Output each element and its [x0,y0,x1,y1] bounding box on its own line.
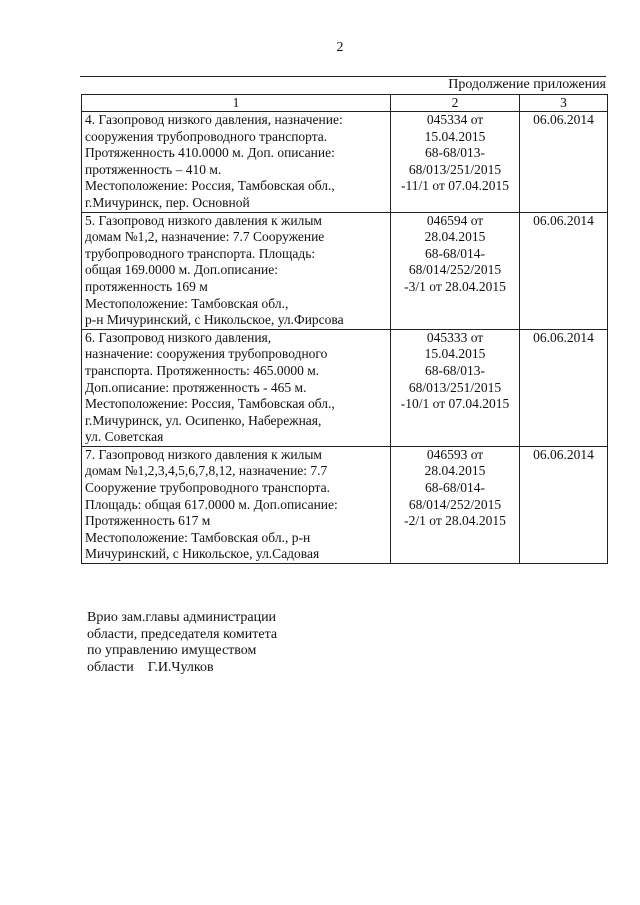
column-header: 1 [82,95,391,112]
document-line: 046594 от [426,212,484,228]
table-row [82,329,608,446]
description-line: протяженность – 410 м. [85,161,222,177]
document-line: 68-68/014- [425,245,485,261]
document-line: 28.04.2015 [424,229,486,245]
date-cell: 06.06.2014 [520,212,608,329]
description-line: г.Мичуринск, ул. Осипенко, Набережная, [85,412,322,428]
document-line: 68/013/251/2015 [408,379,502,395]
object-description-cell [82,329,391,446]
description-line: 7. Газопровод низкого давления к жилым [85,446,322,462]
description-line: трубопроводного транспорта. Площадь: [85,245,316,261]
description-line: Местоположение: Россия, Тамбовская обл., [85,178,335,194]
description-line: Мичуринский, с Никольское, ул.Садовая [85,546,320,562]
document-line: 28.04.2015 [424,463,486,479]
description-line: 4. Газопровод низкого давления, назначение: [85,112,343,127]
description-line: Местоположение: Тамбовская обл., [85,295,289,311]
table-row [82,112,608,213]
document-line: 68/014/252/2015 [408,496,502,512]
document-line: 15.04.2015 [424,346,486,362]
registration-document-cell [391,212,520,329]
description-line: 6. Газопровод низкого давления, [85,329,272,345]
continuation-label: Продолжение приложения [80,76,606,93]
description-line: протяженность 169 м [85,278,208,294]
table-body [82,95,608,564]
registration-document-cell [391,446,520,563]
document-line: 045334 от [426,112,484,127]
document-line: 15.04.2015 [424,128,486,144]
description-line: назначение: сооружения трубопроводного [85,346,328,362]
description-line: р-н Мичуринский, с Никольское, ул.Фирсова [85,312,344,328]
document-line: 045333 от [426,329,484,345]
description-line: Доп.описание: протяженность - 465 м. [85,379,307,395]
object-description-cell [82,212,391,329]
description-line: Площадь: общая 617.0000 м. Доп.описание: [85,496,338,512]
column-header: 3 [520,95,608,112]
description-line: транспорта. Протяженность: 465.0000 м. [85,362,320,378]
signature-block [87,610,277,676]
document-line: -11/1 от 07.04.2015 [401,178,509,194]
document-line: -3/1 от 28.04.2015 [404,278,506,294]
page-number: 2 [336,40,344,55]
table-row [82,446,608,563]
registration-document-cell [391,112,520,213]
table-row [82,212,608,329]
signature-line: по управлению имуществом [87,643,257,658]
date-cell: 06.06.2014 [520,446,608,563]
document-line: 68-68/014- [425,480,485,496]
document-line: 68-68/013- [425,362,485,378]
signature-line: области, председателя комитета [87,626,278,642]
table-header-row [82,95,608,112]
description-line: сооружения трубопроводного транспорта. [85,128,328,144]
document-line: 68/013/251/2015 [408,161,502,177]
description-line: домам №1,2, назначение: 7.7 Сооружение [85,229,325,245]
description-line: общая 169.0000 м. Доп.описание: [85,262,278,278]
description-line: Местоположение: Россия, Тамбовская обл., [85,396,335,412]
column-header: 2 [391,95,520,112]
signature-line: Врио зам.главы администрации [87,610,277,625]
description-line: 5. Газопровод низкого давления к жилым [85,212,322,228]
document-line: -10/1 от 07.04.2015 [400,396,510,412]
description-line: Местоположение: Тамбовская обл., р-н [85,529,311,545]
document-line: -2/1 от 28.04.2015 [404,513,506,529]
document-line: 68-68/013- [425,145,485,161]
date-cell: 06.06.2014 [520,329,608,446]
document-line: 046593 от [426,446,484,462]
description-line: г.Мичуринск, пер. Основной [85,194,250,210]
registry-table [81,94,608,564]
document-line: 68/014/252/2015 [408,262,502,278]
signature-line: области Г.И.Чулков [87,659,214,675]
description-line: домам №1,2,3,4,5,6,7,8,12, назначение: 7.7 [85,463,328,479]
date-cell: 06.06.2014 [520,112,608,213]
registration-document-cell [391,329,520,446]
description-line: Протяженность 617 м [85,513,211,529]
description-line: Протяженность 410.0000 м. Доп. описание: [85,145,335,161]
object-description-cell [82,446,391,563]
description-line: Сооружение трубопроводного транспорта. [85,480,330,496]
description-line: ул. Советская [85,429,164,445]
object-description-cell [82,112,391,213]
